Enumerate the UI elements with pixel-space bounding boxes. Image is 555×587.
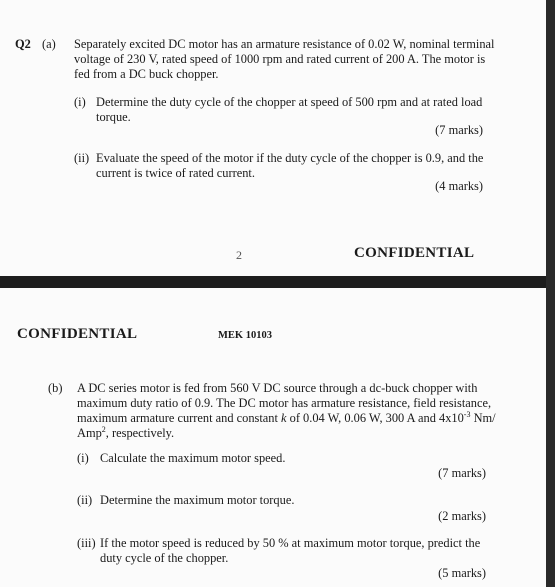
sub-iii-line-2: duty cycle of the chopper. <box>100 551 229 565</box>
sub-iii-label: (iii) <box>77 536 96 550</box>
sub-i-line-1: Determine the duty cycle of the chopper at speed of 500 rpm and at rated load <box>96 95 483 109</box>
exam-page-1 <box>0 0 546 276</box>
confidential-header: CONFIDENTIAL <box>17 326 138 342</box>
sub-i-label: (i) <box>77 451 89 465</box>
sub-ii-marks: (2 marks) <box>438 509 486 523</box>
sub-ii-line-2: current is twice of rated current. <box>96 166 255 180</box>
part-b-label: (b) <box>48 381 63 395</box>
sub-i-text: Calculate the maximum motor speed. <box>100 451 286 465</box>
part-b-line-2: maximum duty ratio of 0.9. The DC motor has armature resistance, field resistance, <box>77 396 492 410</box>
sub-ii-label: (ii) <box>77 493 93 507</box>
part-b-line-1: A DC series motor is fed from 560 V DC source through a dc-buck chopper with <box>77 381 478 395</box>
confidential-footer: CONFIDENTIAL <box>354 245 475 261</box>
sub-ii-text: Determine the maximum motor torque. <box>100 493 295 507</box>
sub-i-line-2: torque. <box>96 110 131 124</box>
sub-i-label: (i) <box>74 95 86 109</box>
part-a-line-1: Separately excited DC motor has an armature resistance of 0.02 W, nominal terminal <box>74 37 495 51</box>
part-a-line-2: voltage of 230 V, rated speed of 1000 rpm and rated current of 200 A. The motor is <box>74 52 486 66</box>
sub-ii-line-1: Evaluate the speed of the motor if the duty cycle of the chopper is 0.9, and the <box>96 151 484 165</box>
sub-i-marks: (7 marks) <box>435 123 483 137</box>
question-label: Q2 <box>15 37 31 51</box>
part-a-label: (a) <box>42 37 56 51</box>
part-b-line-4: Amp$^2$, respectively. <box>77 424 175 440</box>
sub-iii-line-1: If the motor speed is reduced by 50 % at maximum motor torque, predict the <box>100 536 481 550</box>
part-a-line-3: fed from a DC buck chopper. <box>74 67 219 81</box>
sub-iii-marks: (5 marks) <box>438 566 486 580</box>
part-b-line-3: maximum armature current and constant k of 0.04 W, 0.06 W, 300 A and $4x10^{-3}$ Nm/ <box>77 409 496 425</box>
page-number: 2 <box>236 248 242 262</box>
exam-page-2 <box>0 288 548 587</box>
viewer-edge <box>546 0 555 587</box>
sub-ii-marks: (4 marks) <box>435 179 483 193</box>
sub-i-marks: (7 marks) <box>438 466 486 480</box>
sub-ii-label: (ii) <box>74 151 90 165</box>
page-separator <box>0 276 555 288</box>
course-code: MEK 10103 <box>218 330 272 341</box>
